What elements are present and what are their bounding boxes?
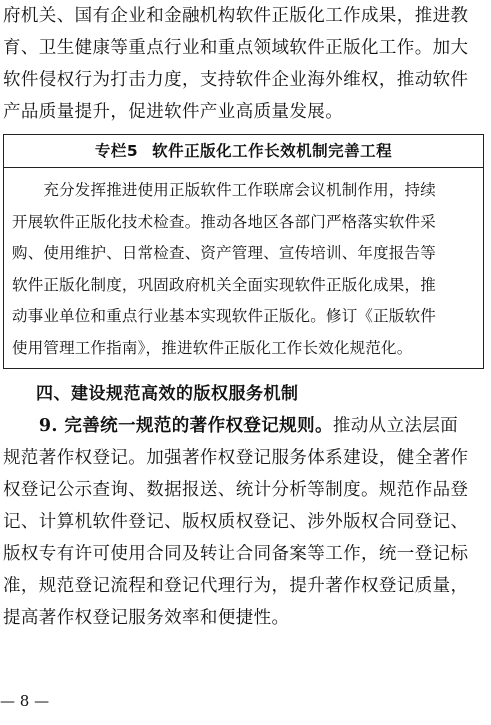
column-box-body [12,175,478,364]
text-line: 充分发挥推进使用正版软件工作联席会议机制作用，持续 [12,181,436,199]
page-number: — 8 — [0,692,50,710]
text-line: 版权专有许可使用合同及转让合同备案等工作，统一登记标 [3,544,469,564]
text-line: 府机关、国有企业和金融机构软件正版化工作成果，推进教 [3,6,469,26]
item-text: 推动从立法层面 [332,416,459,436]
text-line: 规范著作权登记。加强著作权登记服务体系建设，健全著作 [3,448,469,468]
text-line: 软件侵权行为打击力度，支持软件企业海外维权，推动软件 [3,70,469,90]
column-box-title [4,135,483,168]
text-line: 提高著作权登记服务效率和便捷性。 [3,608,290,628]
text-line: 育、卫生健康等重点行业和重点领域软件正版化工作。加大 [3,38,469,58]
text-line: 记、计算机软件登记、版权质权登记、涉外版权合同登记、 [3,512,469,532]
text-line: 权登记公示查询、数据报送、统计分析等制度。规范作品登 [3,480,469,500]
text-line [3,410,483,442]
text-line: 购、使用维护、日常检查、资产管理、宣传培训、年度报告等 [12,244,436,262]
text-line: 使用管理工作指南》，推进软件正版化工作长效化规范化。 [12,338,413,357]
text-line: 产品质量提升，促进软件产业高质量发展。 [3,102,344,122]
item-lead: 9. 完善统一规范的著作权登记规则。 [38,416,333,436]
text-line: 准，规范登记流程和登记代理行为，提升著作权登记质量， [3,576,469,596]
intro-paragraph [3,0,483,128]
text-line: 开展软件正版化技术检查。推动各地区各部门严格落实软件采 [12,212,436,231]
column-label: 专栏5 [94,142,139,160]
column-box [3,134,484,369]
section-heading: 四、建设规范高效的版权服务机制 [36,384,299,404]
column-title-text: 软件正版化工作长效机制完善工程 [152,142,393,160]
item-9-paragraph [3,410,483,634]
text-line: 动事业单位和重点行业基本实现软件正版化。修订《正版软件 [12,307,436,325]
text-line: 软件正版化制度，巩固政府机关全面实现软件正版化成果，推 [12,275,436,294]
